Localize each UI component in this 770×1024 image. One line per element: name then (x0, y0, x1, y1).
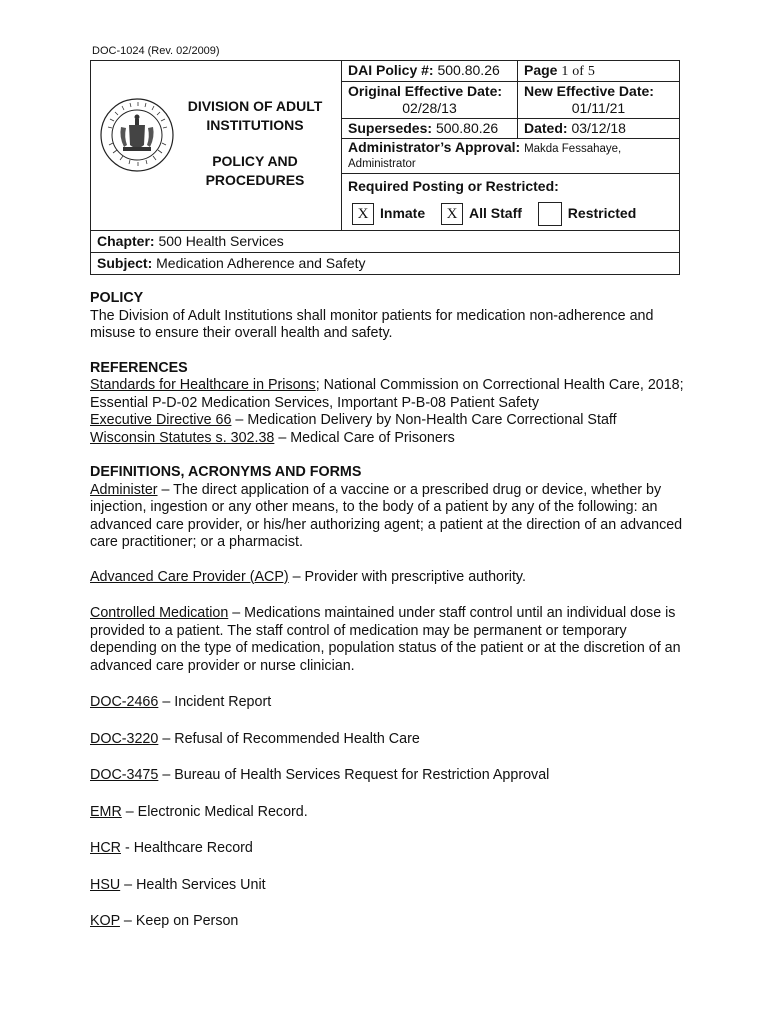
definition-item: Administer – The direct application of a vaccine or a prescribed drug or device, whether by injection, ingestion or any other means, to the body of a patient by any of the following: an advanced care provider, or his/her authorizing agent; a patient at the direction of an advanced care practitioner; or a pharmacist. (90, 481, 683, 550)
posting-options (342, 196, 679, 230)
page-of: of (572, 64, 584, 79)
definition-item: EMR – Electronic Medical Record. (90, 803, 308, 820)
definition-term: KOP (90, 913, 120, 929)
definitions-heading: DEFINITIONS, ACRONYMS AND FORMS (90, 464, 362, 480)
definition-item: KOP – Keep on Person (90, 913, 239, 929)
new-effective-value: 01/11/21 (571, 100, 626, 116)
definition-term: HCR (90, 840, 121, 856)
definition-term: Administer (90, 481, 158, 498)
definition-item: Advanced Care Provider (ACP) – Provider with prescriptive authority. (90, 568, 526, 585)
definition-item: DOC-3475 – Bureau of Health Services Request for Restriction Approval (90, 767, 550, 783)
definition-item: HCR - Healthcare Record (90, 840, 253, 856)
chapter-cell (91, 231, 680, 253)
definition-item: Controlled Medication – Medications maintained under staff control until an individual dose is provided to a patient. The staff control of medication may be permanent or temporary depending on the type of medication, population status of the patient or at the discretion of an advanced care provider or nurse clinician. (90, 605, 681, 674)
policy-and-procedures-title: POLICY AND PROCEDURES (205, 153, 305, 188)
reference-item: Executive Directive 66 – Medication Delivery by Non-Health Care Correctional Staff (90, 412, 617, 428)
definition-item: DOC-2466 – Incident Report (90, 694, 272, 710)
reference-link[interactable]: Executive Directive 66 (90, 412, 232, 428)
new-effective-label: New Effective Date: (524, 83, 654, 99)
supersedes-value: 500.80.26 (435, 120, 499, 136)
definition-item: HSU – Health Services Unit (90, 876, 266, 893)
all-staff-checkbox[interactable]: X (441, 203, 463, 225)
page-label: Page (524, 62, 558, 78)
chapter-label: Chapter: (97, 233, 155, 249)
approval-title: Administrator (348, 158, 416, 170)
document-body (90, 290, 690, 931)
restricted-label: Restricted (567, 204, 637, 221)
definition-term: DOC-3475 (90, 767, 159, 783)
approval-label: Administrator’s Approval: (348, 139, 521, 155)
reference-item: Wisconsin Statutes s. 302.38 – Medical Care of Prisoners (90, 429, 455, 446)
posting-label: Required Posting or Restricted: (348, 178, 559, 194)
subject-label: Subject: (97, 255, 153, 271)
restricted-checkbox[interactable] (538, 202, 562, 226)
definition-term: DOC-2466 (90, 694, 159, 710)
definition-term: Advanced Care Provider (ACP) (90, 568, 289, 585)
state-seal-icon (99, 97, 175, 173)
form-number: DOC-1024 (Rev. 02/2009) (92, 45, 220, 57)
posting-cell (342, 174, 680, 231)
approval-cell (342, 139, 680, 174)
page-total: 5 (587, 64, 595, 79)
definition-term: HSU (90, 876, 121, 893)
definition-term: Controlled Medication (90, 605, 229, 621)
dai-policy-cell (342, 61, 518, 82)
supersedes-label: Supersedes: (348, 120, 433, 136)
all-staff-label: All Staff (469, 204, 522, 221)
policy-header-table (90, 60, 680, 275)
inmate-label: Inmate (380, 204, 426, 221)
references-heading: REFERENCES (90, 359, 188, 376)
supersedes-cell (342, 119, 518, 139)
original-effective-label: Original Effective Date: (348, 83, 503, 99)
dated-cell (518, 119, 680, 139)
definition-item: DOC-3220 – Refusal of Recommended Health Care (90, 730, 420, 747)
approval-name: Makda Fessahaye, (524, 143, 622, 155)
reference-item: Standards for Healthcare in Prisons; National Commission on Correctional Health Care, 2018; Essential P-D-02 Medication Services, Important P-B-08 Patient Safety (90, 377, 684, 411)
inmate-checkbox[interactable]: X (352, 203, 374, 225)
page-cell (518, 61, 680, 82)
original-effective-cell (342, 82, 518, 119)
dated-value: 03/12/18 (571, 120, 626, 136)
dai-policy-value: 500.80.26 (437, 62, 500, 78)
original-effective-value: 02/28/13 (402, 100, 457, 116)
reference-link[interactable]: Wisconsin Statutes s. 302.38 (90, 429, 275, 446)
subject-cell (91, 253, 680, 275)
page-current: 1 (561, 64, 569, 79)
dai-policy-label: DAI Policy #: (348, 62, 434, 78)
chapter-value: 500 Health Services (158, 233, 284, 249)
header-left-cell (91, 61, 342, 231)
subject-value: Medication Adherence and Safety (156, 255, 366, 271)
policy-text: The Division of Adult Institutions shall monitor patients for medication non-adherence and misuse to ensure their overall health and safety. (90, 307, 654, 341)
reference-link[interactable]: Standards for Healthcare in Prisons (90, 377, 316, 393)
dated-label: Dated: (524, 120, 568, 136)
new-effective-cell (518, 82, 680, 119)
policy-heading: POLICY (90, 290, 144, 306)
definition-term: DOC-3220 (90, 730, 159, 747)
definition-term: EMR (90, 803, 122, 820)
division-title: DIVISION OF ADULT INSTITUTIONS (187, 98, 323, 133)
